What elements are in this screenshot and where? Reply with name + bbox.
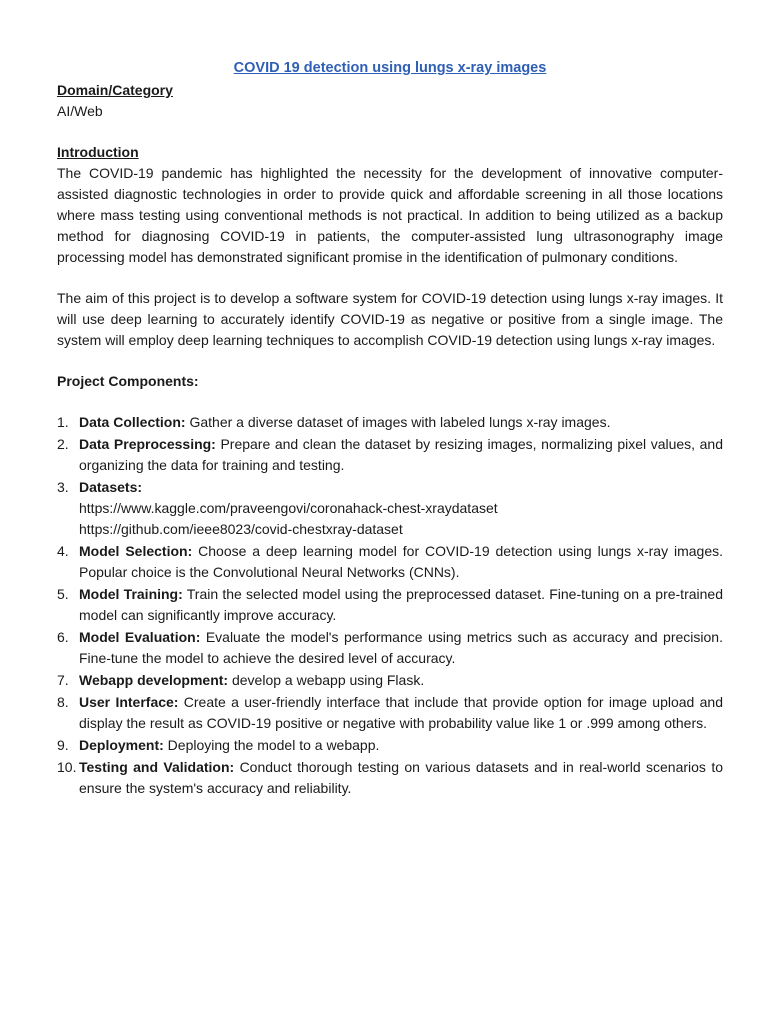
list-text: Conduct thorough testing on various datasets and in real-world scenarios to ensure the system's accuracy and reliability. — [79, 759, 723, 796]
list-number: 8. — [57, 694, 69, 710]
list-number: 5. — [57, 586, 69, 602]
list-number: 7. — [57, 672, 69, 688]
list-item — [57, 757, 723, 799]
list-text: Choose a deep learning model for COVID-19 detection using lungs x-ray images. Popular choice is the Convolutional Neural Networks (CNNs). — [79, 543, 723, 580]
list-item — [57, 670, 723, 691]
list-item — [57, 434, 723, 476]
list-item — [57, 735, 723, 756]
dataset-link-github[interactable]: https://github.com/ieee8023/covid-chestxray-dataset — [79, 521, 403, 537]
document-title: COVID 19 detection using lungs x-ray images — [233, 60, 547, 76]
components-heading: Project Components: — [57, 373, 199, 389]
list-text: develop a webapp using Flask. — [228, 672, 425, 688]
list-text: Train the selected model using the preprocessed dataset. Fine-tuning on a pre-trained model can significantly improve accuracy. — [79, 586, 723, 623]
intro-paragraph: The COVID-19 pandemic has highlighted the necessity for the development of innovative computer-assisted diagnostic technologies in order to provide quick and affordable screening in all those locations where mass testing using conventional methods is not practical. In addition to being utilized as a backup method for diagnosing COVID-19 in patients, the computer-assisted lung ultrasonography image processing model has demonstrated significant promise in the identification of pulmonary conditions. — [57, 165, 723, 265]
list-text: Evaluate the model's performance using metrics such as accuracy and precision. Fine-tune the model to achieve the desired level of accuracy. — [79, 629, 723, 666]
list-item — [57, 584, 723, 626]
list-label: Testing and Validation: — [79, 759, 235, 775]
list-text: Deploying the model to a webapp. — [163, 737, 380, 753]
list-label: Model Training: — [79, 586, 183, 602]
aim-paragraph: The aim of this project is to develop a software system for COVID-19 detection using lungs x-ray images. It will use deep learning to accurately identify COVID-19 as negative or positive from a single image. The system will employ deep learning techniques to accomplish COVID-19 detection using lungs x-ray images. — [57, 290, 723, 348]
list-label: User Interface: — [79, 694, 179, 710]
list-item — [57, 692, 723, 734]
list-number: 10. — [57, 759, 77, 775]
list-number: 1. — [57, 414, 69, 430]
list-label: Datasets: — [79, 479, 143, 495]
list-label: Model Selection: — [79, 543, 193, 559]
list-text: Prepare and clean the dataset by resizing images, normalizing pixel values, and organizing the data for training and testing. — [79, 436, 723, 473]
list-label: Data Preprocessing: — [79, 436, 216, 452]
list-number: 6. — [57, 629, 69, 645]
domain-heading: Domain/Category — [57, 82, 173, 98]
list-text: Gather a diverse dataset of images with labeled lungs x-ray images. — [185, 414, 611, 430]
list-item — [57, 627, 723, 669]
list-label: Webapp development: — [79, 672, 229, 688]
list-number: 3. — [57, 479, 69, 495]
list-label: Deployment: — [79, 737, 164, 753]
list-number: 4. — [57, 543, 69, 559]
list-item — [57, 412, 723, 433]
list-text: Create a user-friendly interface that include that provide option for image upload and display the result as COVID-19 positive or negative with probability value like 1 or .999 among others. — [79, 694, 724, 731]
list-number: 9. — [57, 737, 69, 753]
intro-heading: Introduction — [57, 144, 139, 160]
list-item — [57, 477, 723, 540]
components-list — [57, 412, 723, 799]
list-item — [57, 541, 723, 583]
list-label: Model Evaluation: — [79, 629, 201, 645]
list-label: Data Collection: — [79, 414, 186, 430]
list-number: 2. — [57, 436, 69, 452]
domain-value: AI/Web — [57, 103, 103, 119]
document-page — [57, 58, 723, 800]
dataset-link-kaggle[interactable]: https://www.kaggle.com/praveengovi/coronahack-chest-xraydataset — [79, 500, 498, 516]
